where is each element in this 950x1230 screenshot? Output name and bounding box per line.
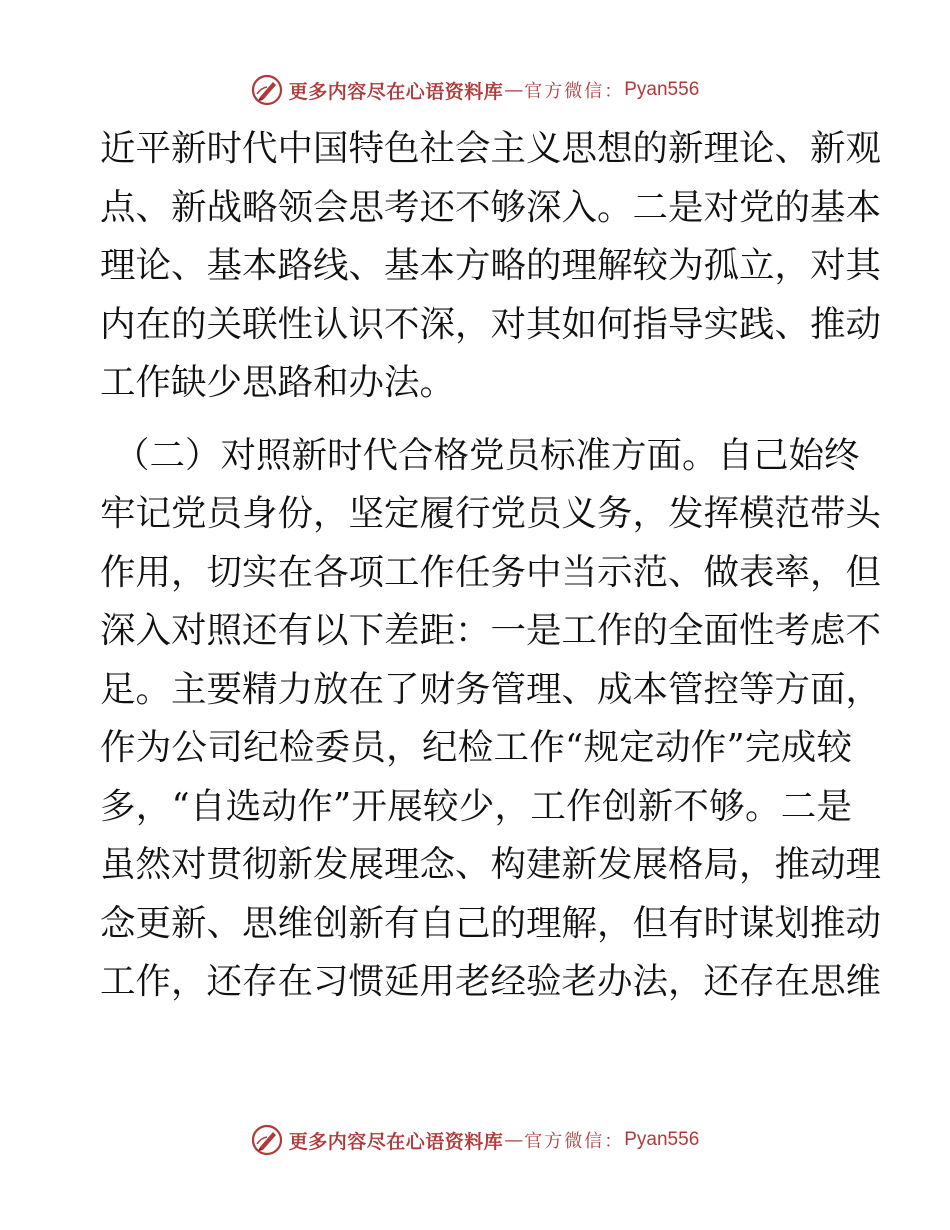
footer-banner (0, 1120, 950, 1160)
text-line: 工作缺少思路和办法。 (100, 362, 456, 403)
text-line: 深入对照还有以下差距：一是工作的全面性考虑不 (100, 610, 882, 651)
footer-wechat-label: 官方微信： (524, 1131, 625, 1152)
footer-wechat-id: Pyan556 (624, 1129, 700, 1150)
text-line: 内在的关联性认识不深，对其如何指导实践、推动 (100, 303, 882, 345)
header-brand-text: 更多内容尽在心语资料库 (288, 80, 504, 103)
text-line: 足。主要精力放在了财务管理、成本管控等方面， (100, 668, 882, 710)
paragraph-2 (100, 427, 882, 1012)
text-line: 念更新、思维创新有自己的理解，但有时谋划推动 (100, 902, 882, 944)
text-line: 理论、基本路线、基本方略的理解较为孤立，对其 (100, 245, 882, 286)
text-line: 多，“自选动作”开展较少，工作创新不够。二是 (100, 785, 852, 827)
text-line: 虽然对贯彻新发展理念、构建新发展格局，推动理 (100, 844, 882, 885)
header-banner (0, 70, 950, 110)
footer-dash: — (504, 1129, 524, 1151)
header-wechat-id: Pyan556 (624, 79, 700, 100)
text-line: 作为公司纪检委员，纪检工作“规定动作”完成较 (100, 727, 852, 768)
pen-logo-icon (251, 74, 283, 106)
text-line: （二）对照新时代合格党员标准方面。自己始终 (114, 434, 860, 476)
text-line: 牢记党员身份，坚定履行党员义务，发挥模范带头 (100, 493, 882, 534)
paragraph-gap (100, 413, 852, 427)
footer-brand-text: 更多内容尽在心语资料库 (288, 1130, 504, 1153)
text-line: 作用，切实在各项工作任务中当示范、做表率，但 (100, 551, 882, 593)
text-line: 工作，还存在习惯延用老经验老办法，还存在思维 (100, 961, 882, 1002)
header-wechat-label: 官方微信： (524, 81, 625, 102)
text-line: 近平新时代中国特色社会主义思想的新理论、新观 (100, 128, 882, 169)
paragraph-1 (100, 120, 882, 413)
header-dash: — (504, 79, 524, 101)
document-body (100, 120, 882, 1012)
text-line: 点、新战略领会思考还不够深入。二是对党的基本 (100, 186, 882, 228)
pen-logo-icon (251, 1124, 283, 1156)
